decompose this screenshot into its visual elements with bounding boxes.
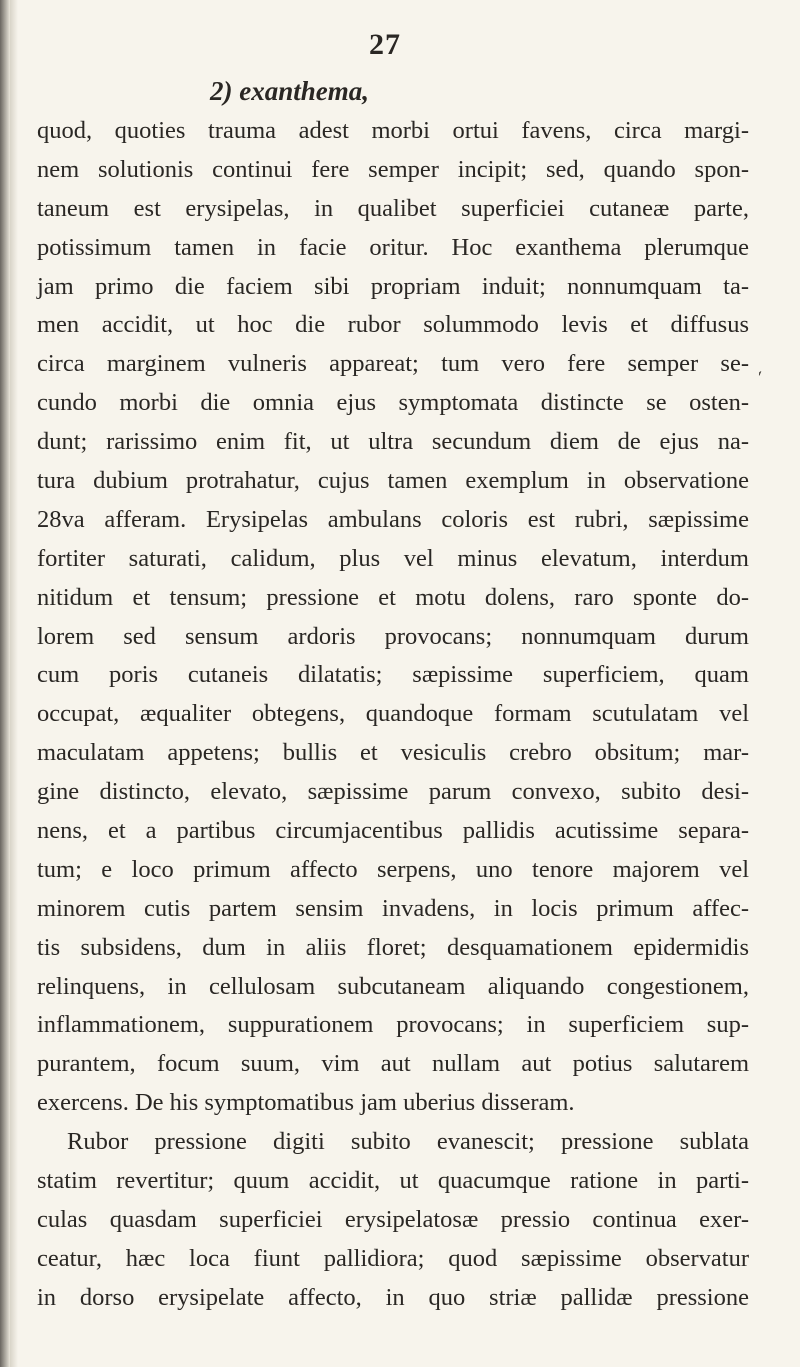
text-line: quod, quoties trauma adest morbi ortui favens, circa margi- <box>37 117 749 144</box>
text-line: taneum est erysipelas, in qualibet superficiei cutaneæ parte, <box>37 194 749 222</box>
text-line: occupat, æqualiter obtegens, quandoque formam scutulatam vel <box>37 700 749 728</box>
page-number: 27 <box>369 28 401 61</box>
text-line: exercens. De his symptomatibus jam uberius disseram. <box>37 1089 575 1117</box>
book-binding-shadow <box>10 0 18 1367</box>
text-line: gine distincto, elevato, sæpissime parum convexo, subito desi- <box>37 778 749 806</box>
text-line: lorem sed sensum ardoris provocans; nonnumquam durum <box>37 622 749 650</box>
text-line: nitidum et tensum; pressione et motu dolens, raro sponte do- <box>37 583 749 611</box>
text-line: nem solutionis continui fere semper incipit; sed, quando spon- <box>37 155 749 183</box>
margin-mark: ´ <box>754 367 772 391</box>
text-line: jam primo die faciem sibi propriam induit; nonnumquam ta- <box>37 272 749 300</box>
text-line: men accidit, ut hoc die rubor solummodo levis et diffusus <box>37 311 749 339</box>
text-line: ceatur, hæc loca fiunt pallidiora; quod sæpissime observatur <box>37 1244 749 1272</box>
body-text <box>37 112 749 1318</box>
text-line: cundo morbi die omnia ejus symptomata distincte se osten- <box>37 389 749 417</box>
text-line: purantem, focum suum, vim aut nullam aut potius salutarem <box>37 1050 749 1078</box>
text-line: maculatam appetens; bullis et vesiculis crebro obsitum; mar- <box>37 739 749 767</box>
text-line: 28va afferam. Erysipelas ambulans coloris est rubri, sæpissime <box>37 505 749 533</box>
text-line: relinquens, in cellulosam subcutaneam aliquando congestionem, <box>37 972 749 1000</box>
text-line: fortiter saturati, calidum, plus vel minus elevatum, interdum <box>37 544 749 572</box>
text-line: tum; e loco primum affecto serpens, uno tenore majorem vel <box>37 855 749 883</box>
text-line: tura dubium protrahatur, cujus tamen exemplum in observatione <box>37 467 749 495</box>
text-line: minorem cutis partem sensim invadens, in locis primum affec- <box>37 894 749 922</box>
section-heading: 2) exanthema, <box>210 76 369 106</box>
text-line: inflammationem, suppurationem provocans; in superficiem sup- <box>37 1011 749 1039</box>
text-line: circa marginem vulneris appareat; tum vero fere semper se- <box>37 350 749 378</box>
text-line: Rubor pressione digiti subito evanescit; pressione sublata <box>67 1128 749 1156</box>
text-line: nens, et a partibus circumjacentibus pallidis acutissime separa- <box>37 817 749 845</box>
text-line: in dorso erysipelate affecto, in quo striæ pallidæ pressione <box>37 1283 749 1311</box>
text-line: tis subsidens, dum in aliis floret; desquamationem epidermidis <box>37 933 749 961</box>
text-line: dunt; rarissimo enim fit, ut ultra secundum diem de ejus na- <box>37 428 749 456</box>
text-line: statim revertitur; quum accidit, ut quacumque ratione in parti- <box>37 1167 749 1195</box>
text-line: culas quasdam superficiei erysipelatosæ pressio continua exer- <box>37 1205 749 1233</box>
text-line: potissimum tamen in facie oritur. Hoc exanthema plerumque <box>37 233 749 261</box>
book-binding-edge <box>0 0 10 1367</box>
text-line: cum poris cutaneis dilatatis; sæpissime superficiem, quam <box>37 661 749 689</box>
